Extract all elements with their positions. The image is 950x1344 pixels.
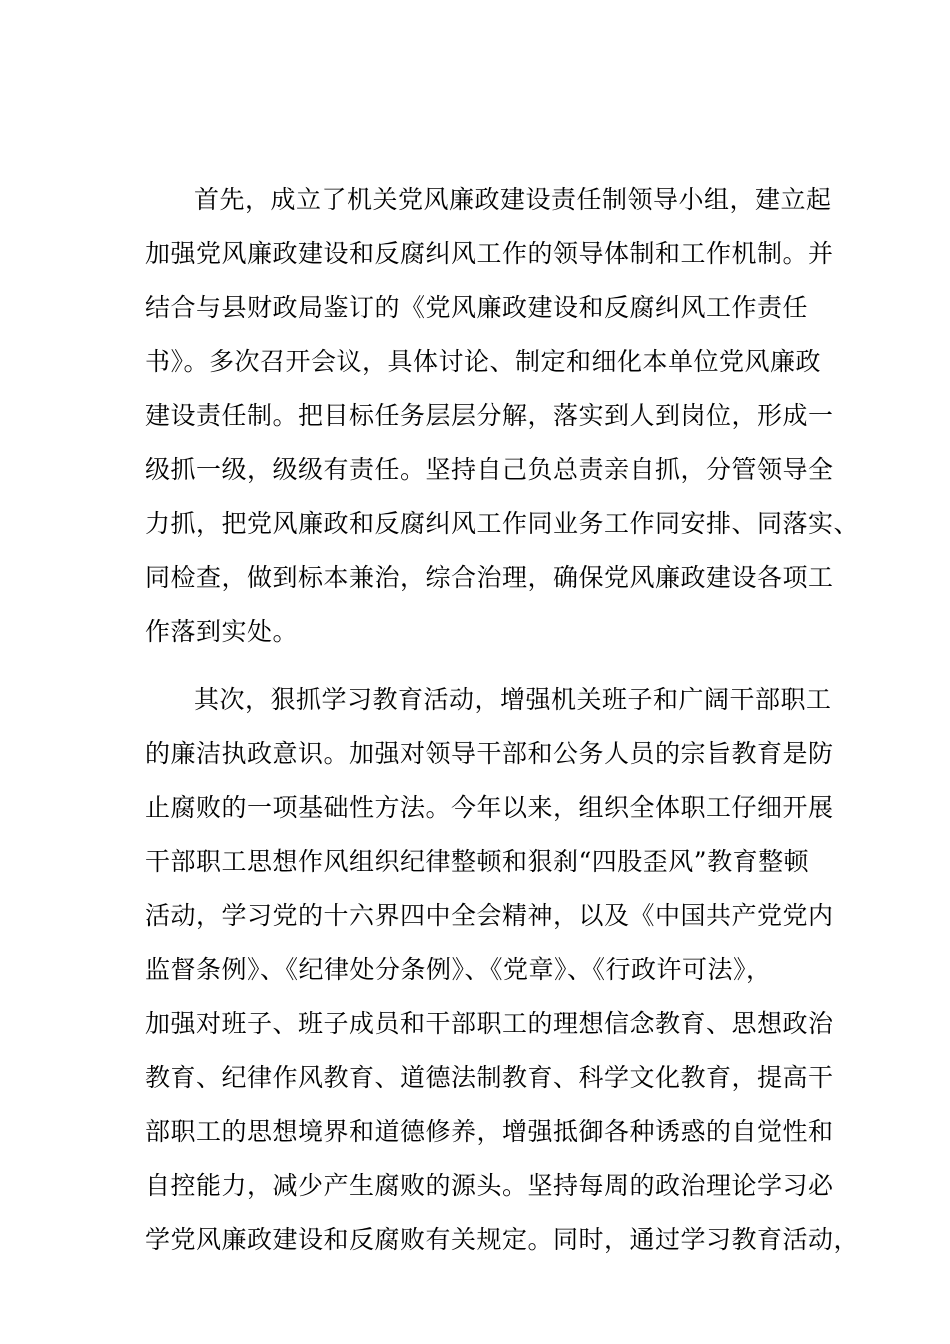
text-line: 其次，狠抓学习教育活动，增强机关班子和广阔干部职工 bbox=[194, 685, 832, 714]
text-line: 首先，成立了机关党风廉政建设责任制领导小组，建立起 bbox=[194, 185, 832, 214]
text-line: 力抓，把党风廉政和反腐纠风工作同业务工作同安排、同落实、 bbox=[145, 509, 860, 538]
text-line: 部职工的思想境界和道德修养，增强抵御各种诱惑的自觉性和 bbox=[145, 1117, 834, 1146]
text-line: 结合与县财政局鉴订的《党风廉政建设和反腐纠风工作责任 bbox=[145, 293, 809, 322]
text-line: 学党风廉政建设和反腐败有关规定。同时，通过学习教育活动， bbox=[145, 1225, 860, 1254]
text-line: 的廉洁执政意识。加强对领导干部和公务人员的宗旨教育是防 bbox=[145, 739, 834, 768]
text-line: 加强对班子、班子成员和干部职工的理想信念教育、思想政治 bbox=[145, 1009, 834, 1038]
text-line: 干部职工思想作风组织纪律整顿和狠刹“四股歪风”教育整顿 bbox=[145, 847, 810, 876]
text-line: 止腐败的一项基础性方法。今年以来，组织全体职工仔细开展 bbox=[145, 793, 834, 822]
text-line: 作落到实处。 bbox=[145, 617, 299, 646]
paragraph-first bbox=[145, 173, 860, 659]
text-line: 级抓一级，级级有责任。坚持自己负总责亲自抓，分管领导全 bbox=[145, 455, 834, 484]
paragraph-second bbox=[145, 673, 860, 1267]
text-line: 教育、纪律作风教育、道德法制教育、科学文化教育，提高干 bbox=[145, 1063, 834, 1092]
text-line: 自控能力，减少产生腐败的源头。坚持每周的政治理论学习必 bbox=[145, 1171, 834, 1200]
text-line: 建设责任制。把目标任务层层分解，落实到人到岗位，形成一 bbox=[145, 401, 834, 430]
text-line: 监督条例》、《纪律处分条例》、《党章》、《行政许可法》， bbox=[145, 955, 772, 984]
text-line: 书》。多次召开会议，具体讨论、制定和细化本单位党风廉政 bbox=[145, 347, 822, 376]
text-line: 加强党风廉政建设和反腐纠风工作的领导体制和工作机制。并 bbox=[145, 239, 834, 268]
text-line: 活动，学习党的十六界四中全会精神，以及《中国共产党党内 bbox=[145, 901, 834, 930]
text-line: 同检查，做到标本兼治，综合治理，确保党风廉政建设各项工 bbox=[145, 563, 834, 592]
